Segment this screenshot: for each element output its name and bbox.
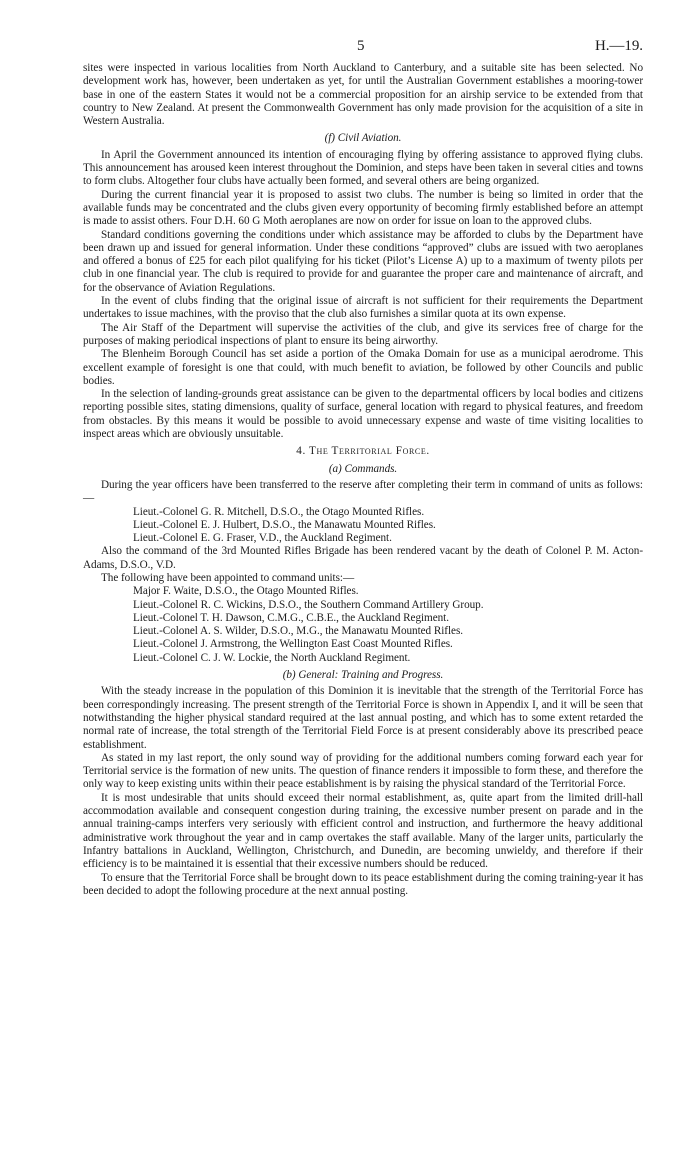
civil-aviation-paragraph: The Blenheim Borough Council has set aside a portion of the Omaka Domain for use as a municipal aerodrome. This excellent example of foresight is one that could, with much benefit to aviation, be followed by other Councils and public bodies. <box>83 348 643 387</box>
territorial-force-heading: 4. The Territorial Force. <box>296 445 430 458</box>
general-paragraph: It is most undesirable that units should exceed their normal establishment, as, quite apart from the limited drill-hall accommodation available and consequent congestion during training, the excessive number present on parade and in the annual training-camps interfers very seriously with efficient control and instruction, and furthermore the heavy additional administrative work throughout the year and in camp overtakes the staff available. Many of the larger units, particularly the Infantry battalions in Auckland, Wellington, Christchurch, and Dunedin, are becoming unwieldy, and therefore if their efficiency is to be maintained it is essential that their excessive numbers should be reduced. <box>83 791 643 871</box>
officer-entry: Major F. Waite, D.S.O., the Otago Mounted Rifles. <box>133 585 359 598</box>
document-reference: H.—19. <box>594 38 643 54</box>
general-training-heading: (b) General: Training and Progress. <box>282 669 444 682</box>
transferred-officers-list <box>133 506 643 546</box>
officer-entry: Lieut.-Colonel E. G. Fraser, V.D., the Auckland Regiment. <box>133 532 392 545</box>
officer-entry: Lieut.-Colonel C. J. W. Lockie, the North Auckland Regiment. <box>133 651 411 664</box>
document-page <box>83 38 643 898</box>
appointed-intro-paragraph: The following have been appointed to command units:— <box>101 571 355 584</box>
officer-entry: Lieut.-Colonel R. C. Wickins, D.S.O., the Southern Command Artillery Group. <box>133 598 484 611</box>
intro-paragraph: sites were inspected in various localities from North Auckland to Canterbury, and a suitable site has been selected. No development work has, however, been undertaken as yet, for until the Australian Government establishes a mooring-tower base in one of the eastern States it would not be a commercial proposition for an airship service to be extended from that country to New Zealand. At present the Commonwealth Government has only made provision for the acquisition of a site in Western Australia. <box>83 62 643 128</box>
civil-aviation-heading: (f) Civil Aviation. <box>324 132 402 145</box>
officer-entry: Lieut.-Colonel T. H. Dawson, C.M.G., C.B.E., the Auckland Regiment. <box>133 611 449 624</box>
officer-entry: Lieut.-Colonel E. J. Hulbert, D.S.O., the Manawatu Mounted Rifles. <box>133 518 436 531</box>
transfer-intro-paragraph: During the year officers have been transferred to the reserve after completing their term in command of units as follows:— <box>83 478 643 505</box>
appointed-officers-list <box>133 585 643 665</box>
vacancy-paragraph: Also the command of the 3rd Mounted Rifles Brigade has been rendered vacant by the death of Colonel P. M. Acton-Adams, D.S.O., V.D. <box>83 545 643 571</box>
page-number: 5 <box>357 38 365 54</box>
officer-entry: Lieut.-Colonel A. S. Wilder, D.S.O., M.G., the Manawatu Mounted Rifles. <box>133 625 464 638</box>
civil-aviation-paragraph: During the current financial year it is proposed to assist two clubs. The number is being so limited in order that the available funds may be concentrated and the clubs given every opportunity of becoming firmly established before an attempt is made to assist others. Four D.H. 60 G Moth aeroplanes are now on order for issue on loan to the approved clubs. <box>83 188 643 228</box>
civil-aviation-paragraph: Standard conditions governing the conditions under which assistance may be afforded to clubs by the Department have been drawn up and issued for general information. Under these conditions “approved” clubs are issued with two aeroplanes and offered a bonus of £25 for each pilot qualifying for his ticket (Pilot’s License A) up to a maximum of twenty pilots per club in one financial year. The club is required to provide for and guarantee the proper care and maintenance of aircraft, and for the observance of Aviation Regulations. <box>83 228 643 294</box>
page-header <box>83 38 643 62</box>
general-paragraph: To ensure that the Territorial Force shall be brought down to its peace establishment during the coming training-year it has been decided to adopt the following procedure at the next annual posting. <box>83 871 643 897</box>
general-paragraph: As stated in my last report, the only sound way of providing for the additional numbers coming forward each year for Territorial service is the formation of new units. The question of finance renders it impossible to form these, and therefore the only way to keep existing units within their peace establishment is by raising the physical standard of the Territorial Force. <box>83 751 643 791</box>
general-paragraph: With the steady increase in the population of this Dominion it is inevitable that the strength of the Territorial Force has been correspondingly increasing. The present strength of the Territorial Force is shown in Appendix I, and it will be seen that notwithstanding the higher physical standard required at the last annual posting, and which has to some extent retarded the normal rate of increase, the total strength of the Territorial Field Force is at present considerably above its prescribed peace establishment. <box>83 685 643 751</box>
officer-entry: Lieut.-Colonel G. R. Mitchell, D.S.O., the Otago Mounted Rifles. <box>133 505 425 518</box>
civil-aviation-paragraph: In April the Government announced its intention of encouraging flying by offering assistance to approved flying clubs. This announcement has aroused keen interest throughout the Dominion, and steps have been taken in several cities and towns to form clubs. Altogether four clubs have actually been formed, and several others are being organized. <box>83 148 643 188</box>
civil-aviation-paragraph: The Air Staff of the Department will supervise the activities of the club, and give its services free of charge for the purposes of making periodical inspections of plant to ensure its being airworthy. <box>83 321 643 347</box>
officer-entry: Lieut.-Colonel J. Armstrong, the Wellington East Coast Mounted Rifles. <box>133 638 453 651</box>
civil-aviation-paragraph: In the selection of landing-grounds great assistance can be given to the departmental officers by local bodies and citizens reporting possible sites, stating dimensions, quality of surface, general location with regard to physical features, and freedom from obstacles. By this means it would be possible to avoid unnecessary expense and waste of time visiting localities to inspect areas which are obviously unsuitable. <box>83 388 643 441</box>
commands-heading: (a) Commands. <box>328 462 398 475</box>
civil-aviation-paragraph: In the event of clubs finding that the original issue of aircraft is not sufficient for their requirements the Department undertakes to issue machines, with the proviso that the club also furnishes a similar quota at its own expense. <box>83 295 643 321</box>
